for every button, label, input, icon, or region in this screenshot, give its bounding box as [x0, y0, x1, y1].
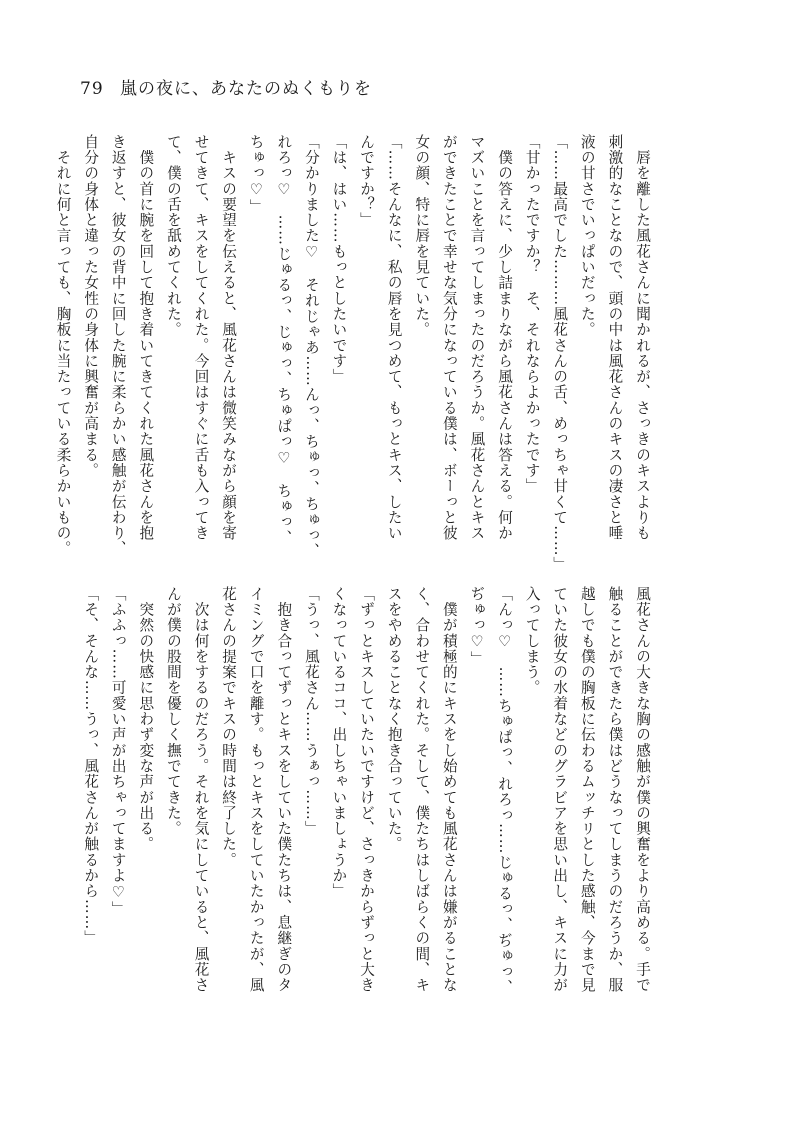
- text-line: れろっ♡ ……じゅるっ、じゅっ、ちゅぱっ♡ ちゅっ、: [275, 134, 293, 546]
- text-line: く、合わせてくれた。そして、僕たちはしばらくの間、キ: [413, 586, 431, 993]
- text-line: 「……最高でした………風花さんの舌、めっちゃ甘くて……」: [551, 134, 569, 573]
- text-line: ちゅっ♡」: [247, 134, 265, 215]
- text-line: 「甘かったですか？ そ、それならよかったです」: [523, 134, 541, 494]
- text-line: キスの要望を伝えると、風花さんは微笑みながら顔を寄: [220, 134, 238, 541]
- text-line: ていた彼女の水着などのグラビアを思い出し、キスに力が: [551, 586, 569, 993]
- text-block-top: [54, 134, 656, 573]
- text-line: 「そ、そんな……うっ、風花さんが触るから……」: [82, 586, 100, 946]
- text-line: 「は、はい……もっとしたいです」: [330, 134, 348, 385]
- text-line: 自分の身体と違った女性の身体に興奮が高まる。: [82, 134, 100, 479]
- text-line: 「ふふっ……可愛い声が出ちゃってますよ♡」: [109, 586, 127, 918]
- text-line: 越しでも僕の胸板に伝わるムッチリとした感触、今まで見: [578, 586, 596, 993]
- text-line: 次は何をするのだろう。それを気にしていると、風花さ: [192, 586, 210, 993]
- text-line: 「……そんなに、私の唇を見つめて、もっとキス、したい: [385, 134, 403, 541]
- text-line: 「うっ、風花さん……うぁっ……」: [302, 586, 320, 837]
- running-header: [80, 74, 372, 99]
- text-line: 唇を離した風花さんに聞かれるが、さっきのキスよりも: [634, 134, 651, 541]
- text-line: ぢゅっ♡」: [468, 586, 486, 667]
- text-line: 風花さんの大きな胸の感触が僕の興奮をより高める。手で: [634, 586, 651, 993]
- text-line: スをやめることなく抱き合っていた。: [385, 586, 403, 853]
- text-line: 女の顔、特に唇を見ていた。: [413, 134, 431, 338]
- text-line: んが僕の股間を優しく撫でてきた。: [164, 586, 182, 837]
- text-line: イミングで口を離す。もっとキスをしていたかったが、風: [247, 586, 265, 993]
- text-line: んですか？」: [358, 134, 376, 228]
- text-line: 抱き合ってずっとキスをしていた僕たちは、息継ぎのタ: [275, 586, 293, 993]
- text-line: マズいことを言ってしまったのだろうか。風花さんとキス: [468, 134, 486, 541]
- text-line: ができたことで幸せな気分になっている僕は、ボーっと彼: [440, 134, 458, 541]
- text-line: 花さんの提案でキスの時間は終了した。: [220, 586, 238, 868]
- text-line: くなっているココ、出しちゃいましょうか」: [330, 586, 348, 899]
- text-block-bottom: [78, 586, 656, 1006]
- text-line: 「分かりました♡ それじゃあ……んっ、ちゅっ、ちゅっ、: [302, 134, 320, 559]
- text-line: 刺激的なことなので、頭の中は風花さんのキスの凄さと唾: [606, 134, 624, 541]
- text-line: 「ずっとキスしていたいですけど、さっきからずっと大き: [358, 586, 376, 993]
- text-line: 触ることができたら僕はどうなってしまうのだろうか、服: [606, 586, 624, 993]
- text-line: 液の甘さでいっぱいだった。: [578, 134, 596, 338]
- text-line: それに何と言っても、胸板に当たっている柔らかいもの。: [54, 134, 72, 557]
- text-line: 入ってしまう。: [523, 586, 541, 696]
- text-line: せてきて、キスをしてくれた。今回はすぐに舌も入ってき: [192, 134, 210, 541]
- text-line: 突然の快感に思わず変な声が出る。: [137, 586, 155, 853]
- running-title: 嵐の夜に、あなたのぬくもりを: [120, 79, 373, 99]
- text-line: 僕の答えに、少し詰まりながら風花さんは答える。何か: [496, 134, 514, 541]
- text-line: 僕が積極的にキスをし始めても風花さんは嫌がることな: [440, 586, 458, 993]
- text-line: 僕の首に腕を回して抱き着いてきてくれた風花さんを抱: [137, 134, 155, 541]
- text-line: 「んっ♡ ……ちゅぱっ、れろっ……じゅるっ、ぢゅっ、: [496, 586, 514, 996]
- text-line: て、僕の舌を舐めてくれた。: [164, 134, 182, 338]
- page-number: 79: [80, 79, 104, 99]
- text-line: き返すと、彼女の背中に回した腕に柔らかい感触が伝わり、: [109, 134, 127, 557]
